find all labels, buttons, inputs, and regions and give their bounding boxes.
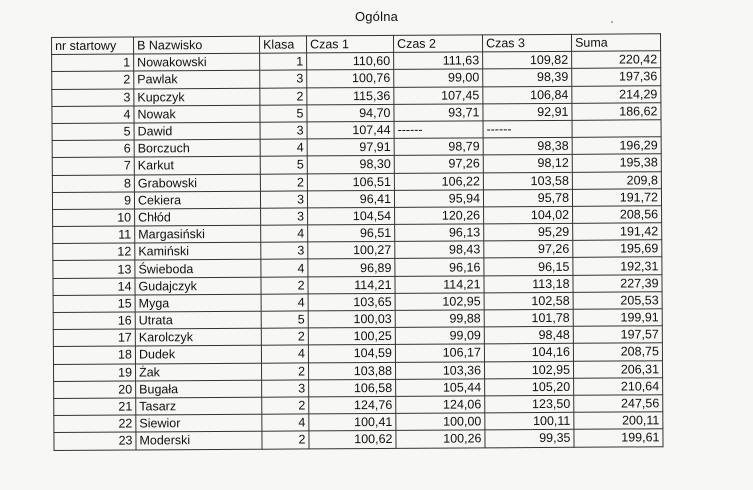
sum-cell: 227,39 — [573, 274, 662, 292]
time-3-cell: 104,16 — [484, 344, 573, 362]
class-cell: 3 — [260, 70, 307, 87]
class-cell: 2 — [262, 431, 309, 448]
time-2-cell: 103,36 — [395, 361, 484, 379]
class-cell: 2 — [260, 88, 307, 105]
time-2-cell: 100,00 — [396, 413, 485, 431]
time-3-cell: 105,20 — [485, 378, 574, 396]
surname-cell: Karkut — [134, 157, 260, 175]
class-cell: 4 — [261, 345, 308, 362]
class-cell: 3 — [260, 191, 307, 208]
results-table — [51, 33, 664, 450]
time-2-cell: 99,09 — [395, 327, 484, 345]
sum-cell: 208,56 — [573, 206, 662, 224]
time-2-cell: 124,06 — [396, 396, 485, 414]
time-3-cell: 104,02 — [484, 206, 573, 224]
start-number-cell: 5 — [52, 123, 134, 141]
class-cell: 1 — [260, 53, 307, 70]
time-1-cell: 96,89 — [308, 259, 395, 277]
start-number-cell: 20 — [54, 381, 136, 399]
time-2-cell: 93,71 — [394, 104, 483, 122]
sum-cell — [572, 120, 661, 138]
time-2-cell: 111,63 — [394, 52, 483, 70]
class-cell: 4 — [261, 259, 308, 276]
time-1-cell: 104,54 — [308, 207, 395, 225]
time-3-cell: 95,78 — [483, 189, 572, 207]
time-3-cell: 95,29 — [484, 223, 573, 241]
time-2-cell: 100,26 — [396, 430, 485, 448]
surname-cell: Karolczyk — [135, 328, 261, 346]
surname-cell: Dudek — [135, 346, 261, 364]
sum-cell: 186,62 — [572, 103, 661, 121]
time-3-cell: 96,15 — [484, 258, 573, 276]
time-3-cell: 102,95 — [484, 361, 573, 379]
time-3-cell: 106,84 — [483, 86, 572, 104]
class-cell: 2 — [261, 277, 308, 294]
surname-cell: Myga — [135, 294, 261, 312]
surname-cell: Cekiera — [134, 191, 260, 209]
time-1-cell: 103,65 — [308, 293, 395, 311]
class-cell: 4 — [262, 414, 309, 431]
sum-cell: 210,64 — [574, 378, 663, 396]
time-1-cell: 94,70 — [307, 104, 394, 122]
class-cell: 4 — [261, 294, 308, 311]
time-1-cell: 96,41 — [307, 190, 394, 208]
time-2-cell: 99,88 — [395, 310, 484, 328]
time-3-cell: 98,39 — [483, 69, 572, 87]
class-cell: 2 — [261, 328, 308, 345]
start-number-cell: 7 — [52, 157, 134, 175]
sum-cell: 214,29 — [572, 85, 661, 103]
time-1-cell: 100,03 — [308, 310, 395, 328]
time-3-cell: 101,78 — [484, 309, 573, 327]
time-1-cell: 96,51 — [308, 224, 395, 242]
surname-cell: Kupczyk — [134, 88, 260, 106]
sum-cell: 195,38 — [572, 154, 661, 172]
header-surname: B Nazwisko — [134, 36, 260, 54]
sum-cell: 191,42 — [573, 223, 662, 241]
start-number-cell: 6 — [52, 140, 134, 158]
time-2-cell: 106,17 — [395, 344, 484, 362]
sum-cell: 205,53 — [573, 292, 662, 310]
start-number-cell: 16 — [53, 312, 135, 330]
time-1-cell: 110,60 — [307, 53, 394, 71]
start-number-cell: 3 — [52, 89, 134, 107]
surname-cell: Chłód — [135, 208, 261, 226]
sum-cell: 208,75 — [573, 343, 662, 361]
surname-cell: Borczuch — [134, 139, 260, 157]
header-time-3: Czas 3 — [482, 34, 571, 52]
surname-cell: Nowakowski — [134, 53, 260, 71]
surname-cell: Bugała — [136, 380, 262, 398]
surname-cell: Nowak — [134, 105, 260, 123]
start-number-cell: 8 — [52, 174, 134, 192]
sum-cell: 206,31 — [573, 360, 662, 378]
time-2-cell: ------ — [394, 121, 483, 139]
sum-cell: 195,69 — [573, 240, 662, 258]
class-cell: 3 — [261, 208, 308, 225]
class-cell: 4 — [260, 139, 307, 156]
time-1-cell: 100,62 — [309, 431, 396, 449]
header-time-1: Czas 1 — [306, 35, 393, 53]
header-class: Klasa — [259, 36, 306, 53]
time-1-cell: 100,76 — [307, 70, 394, 88]
start-number-cell: 14 — [53, 278, 135, 296]
time-1-cell: 104,59 — [308, 345, 395, 363]
start-number-cell: 17 — [53, 329, 135, 347]
time-2-cell: 96,16 — [395, 258, 484, 276]
surname-cell: Utrata — [135, 311, 261, 329]
start-number-cell: 10 — [53, 209, 135, 227]
scan-speck — [611, 21, 613, 23]
time-1-cell: 114,21 — [308, 276, 395, 294]
sum-cell: 247,56 — [574, 395, 663, 413]
start-number-cell: 12 — [53, 243, 135, 261]
start-number-cell: 13 — [53, 260, 135, 278]
sum-cell: 191,72 — [572, 188, 661, 206]
sum-cell: 220,42 — [572, 51, 661, 69]
time-3-cell: 92,91 — [483, 103, 572, 121]
surname-cell: Dawid — [134, 122, 260, 140]
sum-cell: 197,57 — [573, 326, 662, 344]
time-3-cell: ------ — [483, 120, 572, 138]
start-number-cell: 11 — [53, 226, 135, 244]
class-cell: 2 — [261, 362, 308, 379]
time-3-cell: 113,18 — [484, 275, 573, 293]
time-1-cell: 124,76 — [309, 396, 396, 414]
table-row — [54, 429, 663, 450]
time-2-cell: 96,13 — [395, 224, 484, 242]
document-title: Ogólna — [354, 9, 399, 24]
time-1-cell: 107,44 — [307, 121, 394, 139]
start-number-cell: 2 — [52, 71, 134, 89]
start-number-cell: 4 — [52, 106, 134, 124]
time-1-cell: 100,25 — [308, 328, 395, 346]
header-start-number: nr startowy — [52, 37, 134, 55]
time-1-cell: 97,91 — [307, 139, 394, 157]
time-2-cell: 99,00 — [394, 69, 483, 87]
start-number-cell: 19 — [53, 364, 135, 382]
time-1-cell: 115,36 — [307, 87, 394, 105]
class-cell: 3 — [261, 242, 308, 259]
surname-cell: Świeboda — [135, 260, 261, 278]
header-time-2: Czas 2 — [393, 35, 482, 53]
class-cell: 4 — [261, 225, 308, 242]
time-2-cell: 105,44 — [396, 379, 485, 397]
time-2-cell: 106,22 — [394, 172, 483, 190]
time-3-cell: 109,82 — [483, 52, 572, 70]
sum-cell: 199,61 — [574, 429, 663, 447]
class-cell: 5 — [260, 105, 307, 122]
sum-cell: 209,8 — [572, 171, 661, 189]
sum-cell: 200,11 — [574, 412, 663, 430]
surname-cell: Kamiński — [135, 242, 261, 260]
time-2-cell: 98,43 — [395, 241, 484, 259]
time-2-cell: 97,26 — [394, 155, 483, 173]
surname-cell: Margasiński — [135, 225, 261, 243]
surname-cell: Siewior — [136, 414, 262, 432]
time-1-cell: 106,51 — [307, 173, 394, 191]
class-cell: 3 — [260, 122, 307, 139]
time-1-cell: 100,41 — [309, 414, 396, 432]
header-sum: Suma — [571, 34, 660, 52]
surname-cell: Żak — [135, 363, 261, 381]
time-1-cell: 100,27 — [308, 242, 395, 260]
time-3-cell: 98,48 — [484, 327, 573, 345]
start-number-cell: 23 — [54, 432, 136, 450]
time-3-cell: 97,26 — [484, 241, 573, 259]
sum-cell: 197,36 — [572, 68, 661, 86]
sum-cell: 199,91 — [573, 309, 662, 327]
surname-cell: Moderski — [136, 432, 262, 450]
surname-cell: Grabowski — [134, 174, 260, 192]
sum-cell: 192,31 — [573, 257, 662, 275]
surname-cell: Tasarz — [136, 397, 262, 415]
time-2-cell: 114,21 — [395, 275, 484, 293]
time-2-cell: 98,79 — [394, 138, 483, 156]
class-cell: 5 — [260, 156, 307, 173]
time-3-cell: 100,11 — [485, 412, 574, 430]
start-number-cell: 1 — [52, 54, 134, 72]
time-1-cell: 106,58 — [309, 379, 396, 397]
time-2-cell: 102,95 — [395, 293, 484, 311]
class-cell: 2 — [262, 397, 309, 414]
time-1-cell: 98,30 — [307, 156, 394, 174]
start-number-cell: 18 — [53, 346, 135, 364]
start-number-cell: 22 — [54, 415, 136, 433]
surname-cell: Gudajczyk — [135, 277, 261, 295]
time-3-cell: 98,12 — [483, 155, 572, 173]
time-3-cell: 102,58 — [484, 292, 573, 310]
surname-cell: Pawlak — [134, 71, 260, 89]
time-3-cell: 98,38 — [483, 137, 572, 155]
start-number-cell: 21 — [54, 398, 136, 416]
time-2-cell: 95,94 — [394, 190, 483, 208]
time-2-cell: 120,26 — [395, 207, 484, 225]
class-cell: 5 — [261, 311, 308, 328]
start-number-cell: 15 — [53, 295, 135, 313]
start-number-cell: 9 — [52, 192, 134, 210]
time-3-cell: 103,58 — [483, 172, 572, 190]
time-3-cell: 99,35 — [485, 430, 574, 448]
class-cell: 2 — [260, 173, 307, 190]
time-2-cell: 107,45 — [394, 86, 483, 104]
time-1-cell: 103,88 — [308, 362, 395, 380]
class-cell: 3 — [262, 380, 309, 397]
time-3-cell: 123,50 — [485, 395, 574, 413]
sum-cell: 196,29 — [572, 137, 661, 155]
